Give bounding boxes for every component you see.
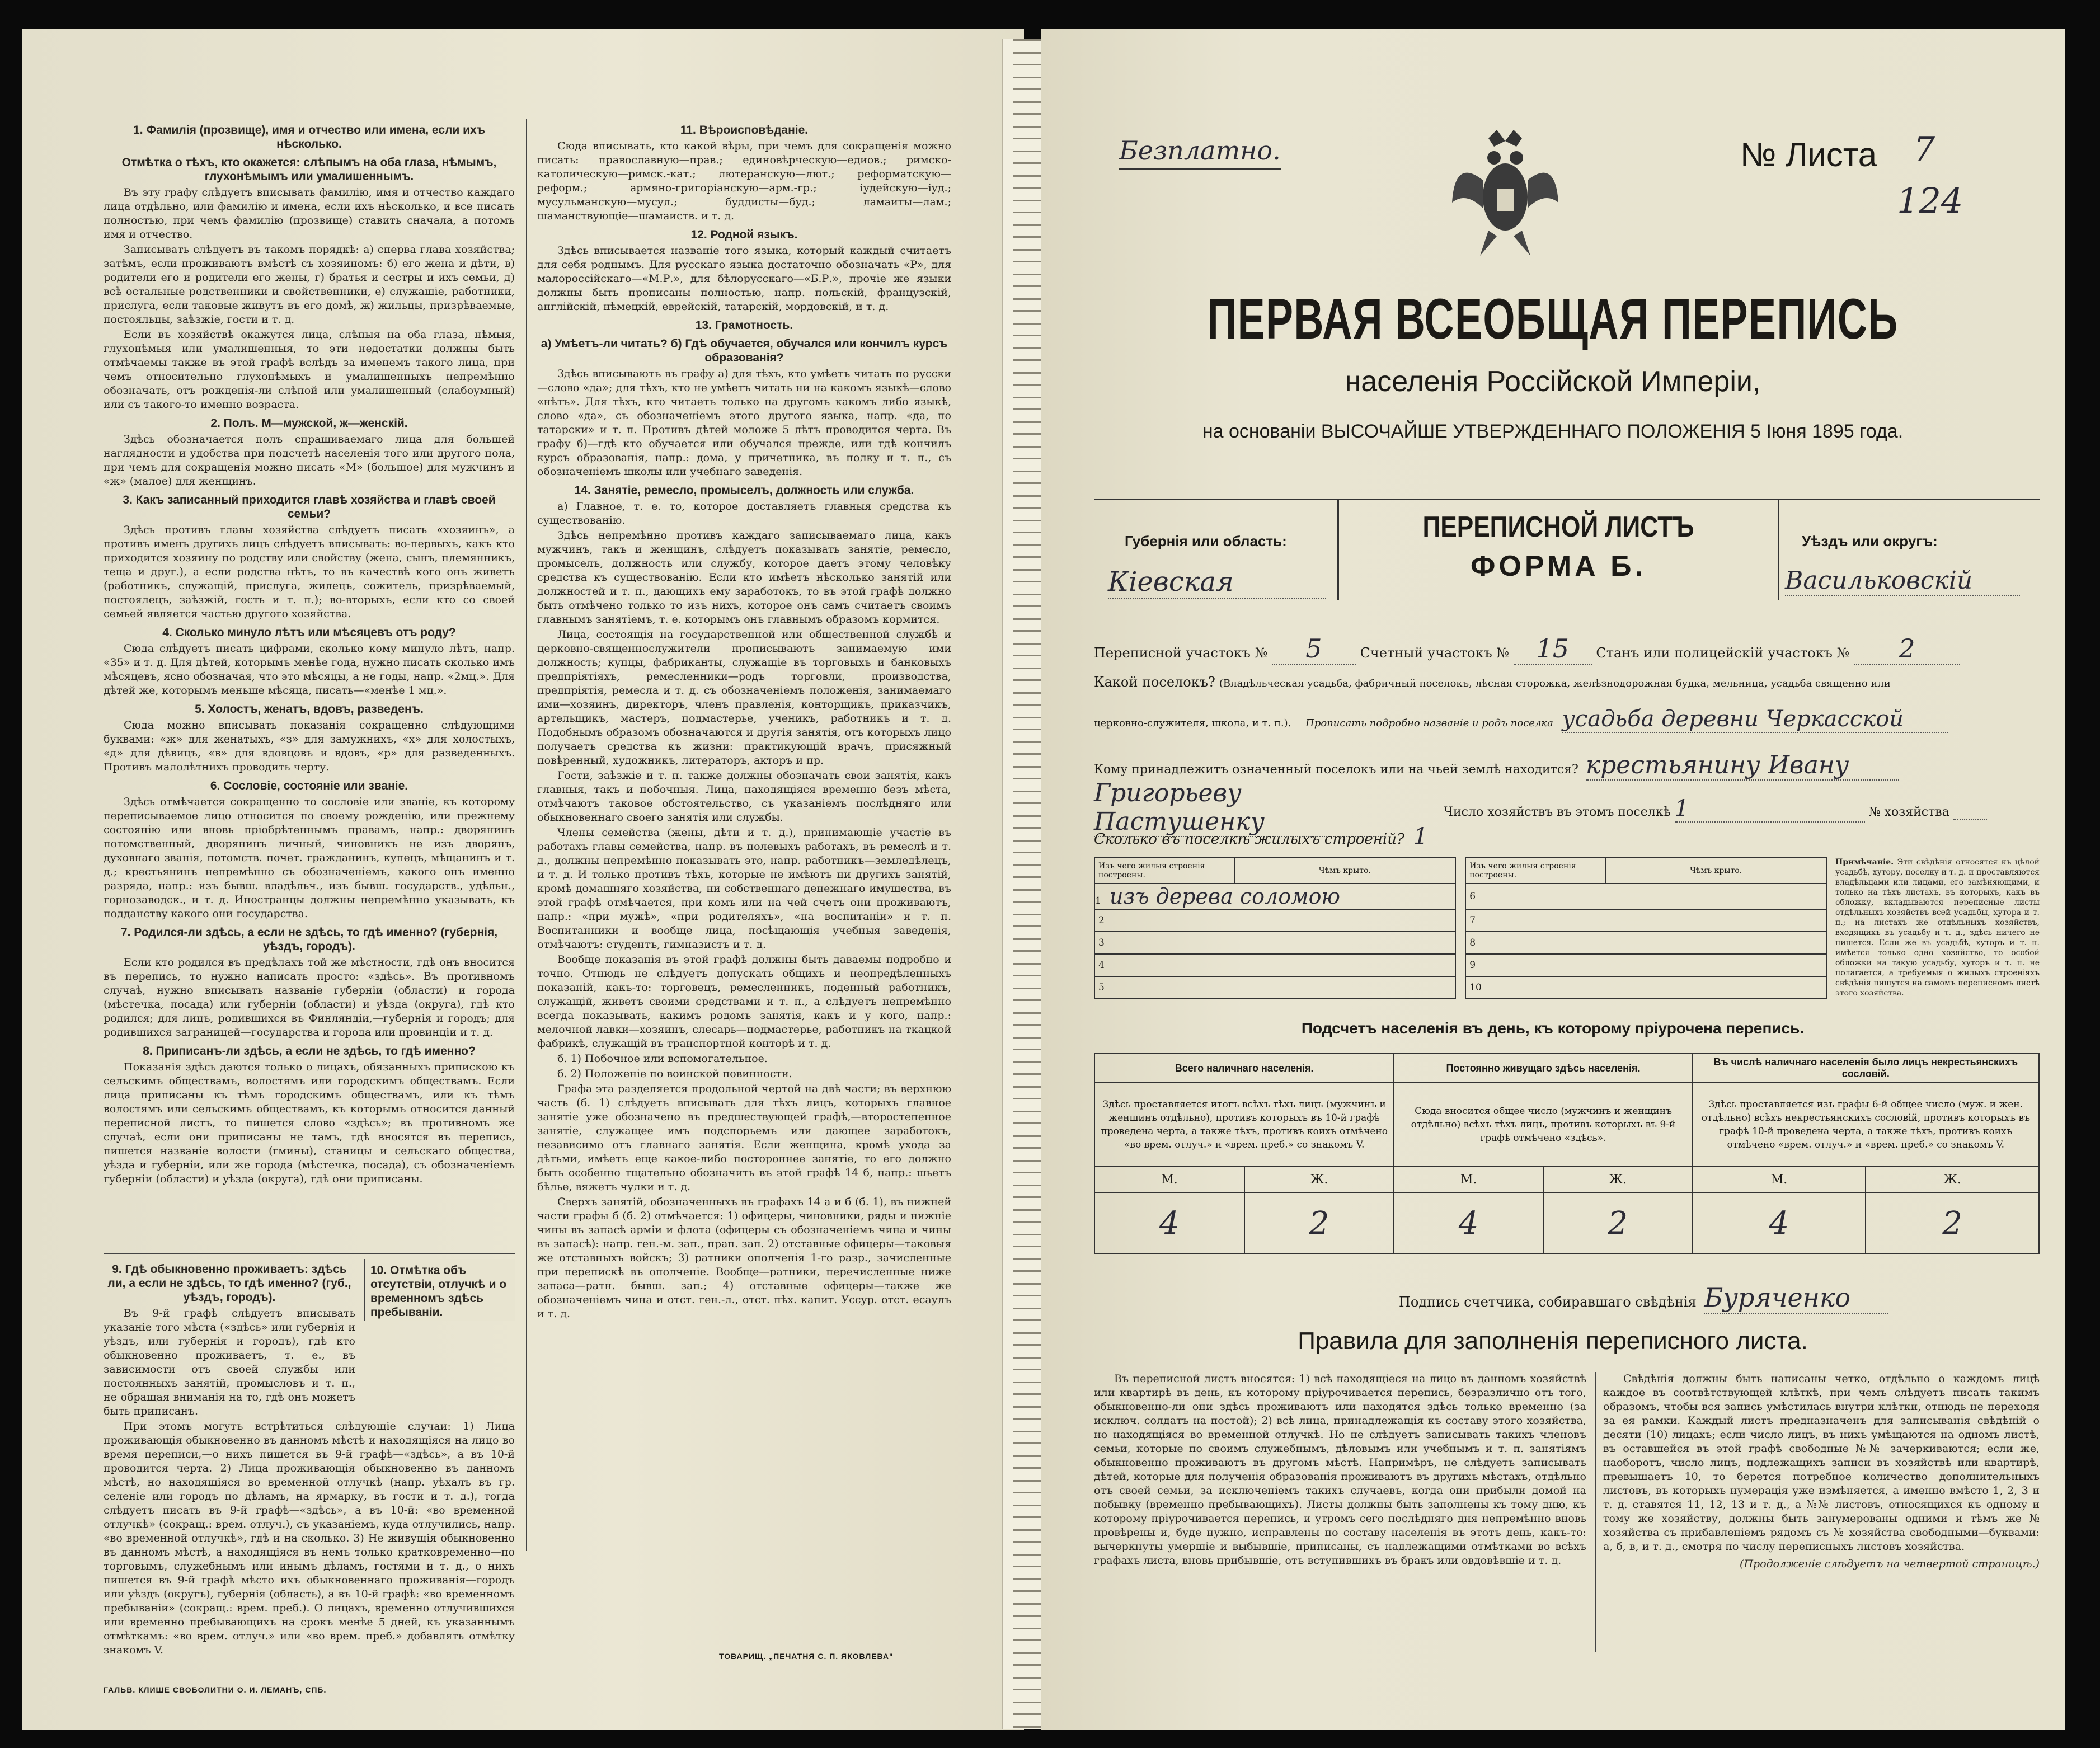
rules-right-paragraph: Свѣдѣнія должны быть написаны четко, отдѣльно о каждомъ лицѣ каждое въ соотвѣтствующей клѣткѣ, при чемъ слѣдуетъ писать такимъ образомъ, чтобы вся запись умѣстилась внутри клѣтки, отнюдь не переходя за ея рамки. Каждый листъ предназначенъ для записыванія свѣдѣній о десяти (10) лицахъ; если число лицъ, въ нихъ умѣщаются на одномъ листѣ, въ оставшейся въ этой графѣ свободные №№ зачеркиваются; если же, наоборотъ, число лицъ, подлежащихъ записи въ хозяйствѣ или квартирѣ, превышаетъ 10, то берется потребное количество дополнительныхъ листовъ, въ которыхъ нумерація уже измѣняется, а именно вмѣсто 1, 2, 3 и т. д. ставятся 11, 12, 13 и т. д., а №№ листовъ, относящихся къ одному и тому же хозяйству, должны быть занумерованы одними и тѣмъ же № хозяйства съ прибавленіемъ рядомъ съ № хозяйства свободными—буквами: а, б, в, и т. д., смотря по числу переписныхъ листовъ хозяйства. bbox=[1603, 1373, 2040, 1553]
section-heading: 5. Холостъ, женатъ, вдовъ, разведенъ. bbox=[195, 703, 424, 716]
section-heading: 13. Грамотность. bbox=[695, 319, 793, 332]
pt-text-total: Здѣсь проставляется итогъ всѣхъ тѣхъ лицъ (мужчинъ и женщинъ отдѣльно), противъ которыхъ въ 10-й графѣ проведена черта, а также тѣхъ, противъ коихъ отмѣчено «во врем. отлуч.» и «врем. преб.» со знакомъ V. bbox=[1094, 1083, 1394, 1167]
owner-value-1: крестьянину Ивану bbox=[1586, 751, 1899, 781]
section-heading: 7. Родился-ли здѣсь, а если не здѣсь, то гдѣ именно? (губернія, уѣздъ, городъ). bbox=[120, 926, 498, 953]
instruction-paragraph: При этомъ могутъ встрѣтиться слѣдующіе случаи: 1) Лица проживающія обыкновенно въ данномъ мѣстѣ и находящіяся на лицо во время переписи,—о нихъ пишется въ 9-й графѣ—«здѣсь», а въ 10-й проводится черта. 2) Лица проживающія обыкновенно въ данномъ мѣстѣ, но находящіяся во временной отлучкѣ (напр. уѣхалъ въ гр. селеніе или городъ по дѣламъ, на ярмарку, въ гости и т. д.), тогда слѣдуетъ писать въ 9-й графѣ—«здѣсь», а въ 10-й: «во временной отлучкѣ» (сокращ.: врем. отлуч.), съ указаніемъ, куда отлучились, напр. «во временной отлучкѣ», гдѣ и на сколько. 3) Не живущія обыкновенно въ данномъ мѣстѣ, а находящіяся въ немъ только кратковременно—по торговымъ, служебнымъ или инымъ дѣламъ, гостями и т. д., о нихъ пишется въ 9-й графѣ мѣсто ихъ обыкновеннаго проживанія—городъ или уѣздъ (округъ), губернія (область), а въ 10-й графѣ: «во временномъ пребываніи» (сокращ.: врем. преб.). О лицахъ, временно отлучившихся или временно пребывающихъ на срокъ менѣе 5 дней, къ указаннымъ отмѣткамъ: «во врем. отлуч.» или «во врем. преб.» добавлять отмѣтку знакомъ V. bbox=[104, 1420, 515, 1656]
households-row bbox=[1444, 796, 2042, 823]
district-label: Уѣздъ или округъ: bbox=[1802, 533, 1938, 549]
printer-credit-left: ГАЛЬВ. КЛИШЕ СВОБОЛИТНИ О. И. ЛЕМАНЪ, СПБ. bbox=[104, 1685, 327, 1694]
rules-divider bbox=[1595, 1372, 1596, 1652]
bt-row-num: 1 bbox=[1095, 895, 1101, 906]
section-divider bbox=[104, 1253, 515, 1254]
bt-row-num: 6 bbox=[1465, 884, 1826, 909]
count-section-label: Счетный участокъ № bbox=[1360, 645, 1510, 661]
list-number-label: № Листа bbox=[1740, 136, 1877, 173]
pt-female-label: Ж. bbox=[1244, 1167, 1394, 1192]
instruction-paragraph: Здѣсь вписываютъ въ графу а) для тѣхъ, кто умѣетъ читать по русски—слово «да»; для тѣхъ, кто не умѣетъ читать ни на какомъ языкѣ—слово «нѣтъ». Для тѣхъ, кто читаетъ только на другомъ какомъ либо языкѣ, слово «да», съ обозначеніемъ этого другого языка, напр. «да, по татарски» и т. п. Противъ дѣтей моложе 5 лѣтъ проводится черта. Въ графу б)—гдѣ кто обучается или обучался прежде, или гдѣ кончилъ курсъ образованія, напр.: дома, у причетника, въ полку и т. п., съ обозначеніемъ школы или учебнаго заведенія. bbox=[537, 368, 951, 478]
bt-row-num: 3 bbox=[1094, 932, 1455, 954]
right-page bbox=[1041, 29, 2065, 1730]
instruction-paragraph: Здѣсь непремѣнно противъ каждаго записываемаго лица, какъ мужчинъ, такъ и женщинъ, слѣдуетъ показывать занятіе, ремесло, промыселъ, должность или службу, которое даетъ этому человѣку средства къ существованію. Если кто имѣетъ нѣсколько занятій или должностей и т. п., дающихъ ему заработокъ, то въ этой графѣ должно быть отмѣчено только то изъ нихъ, которое онъ самъ считаетъ своимъ главнымъ занятіемъ, т. е. которымъ онъ главнымъ образомъ кормится. bbox=[537, 529, 951, 626]
police-section-value: 2 bbox=[1854, 633, 1960, 665]
instruction-paragraph: Показанія здѣсь даются только о лицахъ, обязанныхъ припискою къ сельскимъ обществамъ, волостямъ или городскимъ обществамъ. Если лица приписаны къ тѣмъ городскимъ обществамъ, или къ тѣмъ волостямъ или сельскимъ обществамъ, къ которымъ относится данный переписной листъ, то пишется слово «здѣсь»; въ противномъ же случаѣ, если они приписаны не тамъ, гдѣ вносятся въ перепись, пишется названіе волости (гмины), станицы и сельскаго общества, уѣзда и губерніи, или же города (мѣстечка, посада), съ обозначеніемъ губерніи (области) и уѣзда (округа), гдѣ они приписаны. bbox=[104, 1061, 515, 1185]
pt-text-nonpeasant: Здѣсь проставляется изъ графы 6-й общее число (муж. и жен. отдѣльно) всѣхъ некрестьянскихъ сословій, противъ которыхъ въ графѣ 10-й проведена черта, а также тѣхъ, противъ коихъ отмѣчено «врем. отлуч.» и «врем. преб.» со знакомъ V. bbox=[1693, 1083, 2039, 1167]
instruction-paragraph: Въ эту графу слѣдуетъ вписывать фамилію, имя и отчество каждаго лица отдѣльно, или фамилію и имена, если ихъ нѣсколько, и все писать полностью, при чемъ фамилію (прозвище) ставить сначала, а потомъ имя и отчество. bbox=[104, 186, 515, 241]
instruction-paragraph: Сюда вписывать, кто какой вѣры, при чемъ для сокращенія можно писать: православную—прав.; единовѣрческую—едиов.; римско-католическую—римск.-кат.; лютеранскую—лют.; реформатскую—реформ.; армяно-григоріанскую—арм.-гр.; іудейскую—іуд.; мусульманскую—мусул.; буддисты—буд.; ламаиты—лам.; шаманствующіе—шамаиств. и т. д. bbox=[537, 140, 951, 222]
instruction-paragraph: Здѣсь обозначается полъ спрашиваемаго лица для большей наглядности и удобства при подсчетѣ населенія того или другого пола, при чемъ для сокращенія можно писать «М» (большое) для мужчинъ и «ж» (малое) для женщинъ. bbox=[104, 433, 515, 487]
province-label: Губернія или область: bbox=[1125, 533, 1287, 549]
section-heading: 4. Сколько минуло лѣтъ или мѣсяцевъ отъ роду? bbox=[162, 626, 456, 639]
buildings-value: 1 bbox=[1413, 824, 1428, 849]
pt-header-nonpeasant: Въ числѣ наличнаго населенія было лицъ некрестьянскихъ сословій. bbox=[1693, 1054, 2039, 1083]
pt-male-label: М. bbox=[1094, 1167, 1244, 1192]
district-value: Васильковскій bbox=[1785, 566, 2020, 596]
buildings-note bbox=[1835, 857, 2040, 998]
instruction-paragraph: Въ 9-й графѣ слѣдуетъ вписывать указаніе того мѣста («здѣсь» или губернія и уѣздъ, или губернія и городъ), гдѣ кто обыкновенно проживаетъ, т. е., въ зависимости отъ своей службы или постоянныхъ занятій, промысловъ и т. п., не обращая вниманія на то, гдѣ онъ можетъ быть приписанъ. bbox=[104, 1307, 355, 1417]
settlement-hint: (Владѣльческая усадьба, фабричный поселокъ, лѣсная сторожка, желѣзнодорожная будка, мельница, усадьба священно или bbox=[1219, 678, 1891, 689]
buildings-question: Сколько въ поселкѣ жилыхъ строеній? bbox=[1094, 831, 1404, 848]
instruction-paragraph: Графа эта разделяется продольной чертой на двѣ части; въ верхнюю часть (б. 1) слѣдуетъ вписывать для тѣхъ лицъ, которыхъ главное занятіе уже обозначено въ предшествующей графѣ,—второстепенное занятіе, служащее имъ подспорьемъ или дающее заработокъ, независимо отъ главнаго занятія. Если женщина, кромѣ ухода за дѣтьми, имѣетъ еще какое-либо постороннее занятіе, то его должно быть особенно тщательно обозначить въ этой графѣ 14 б, напр.: шьетъ бѣлье, вяжетъ чулки и т. д. bbox=[537, 1083, 951, 1193]
settlement-hint-3: Прописать подробно названіе и родъ поселка bbox=[1305, 717, 1553, 729]
list-number-value: 7 bbox=[1914, 130, 1935, 169]
census-title: ПЕРВАЯ ВСЕОБЩАЯ ПЕРЕПИСЬ bbox=[1207, 287, 1899, 351]
section-heading: 1. Фамилія (прозвище), имя и отчество или имена, если ихъ нѣсколько. bbox=[133, 124, 485, 151]
owner-row bbox=[1094, 751, 2040, 781]
form-title-box bbox=[1337, 499, 1779, 600]
instruction-paragraph: Гости, заѣзжіе и т. п. также должны обозначать свои занятія, какъ главныя, такъ и побочныя. Лица, находящіяся временно безъ мѣста, отмѣчаютъ таковое обстоятельство, съ указаніемъ послѣдняго или обыкновеннаго своего занятія или службы. bbox=[537, 769, 951, 824]
note-heading: Примѣчаніе. bbox=[1835, 858, 1894, 867]
rules-continuation: (Продолженіе слѣдуетъ на четвертой страницѣ.) bbox=[1740, 1558, 2040, 1570]
pt-total-male: 4 bbox=[1094, 1192, 1244, 1254]
section-heading: Отмѣтка о тѣхъ, кто окажется: слѣпымъ на оба глаза, нѣмымъ, глухонѣмымъ или умалишеннымъ. bbox=[121, 156, 497, 183]
pt-resident-female: 2 bbox=[1543, 1192, 1693, 1254]
census-section-label: Переписной участокъ № bbox=[1094, 645, 1268, 661]
census-section-row bbox=[1094, 633, 2040, 665]
handwritten-page-number: 124 bbox=[1897, 180, 1963, 221]
signature-row bbox=[1399, 1282, 1888, 1314]
instruction-paragraph: Лица, состоящія на государственной или общественной службѣ и церковно-священнослужители прописываютъ занимаемую ими должность; купцы, фабриканты, служащіе въ торговыхъ и банковыхъ предпріятіяхъ, ремесленники—родъ торговли, производства, предпріятія, ремесла и т. д. съ обозначеніемъ положенія, занимаемаго ими—хозяинъ, директоръ, членъ правленія, конторщикъ, приказчикъ, артельщикъ, мастеръ, подмастерье, ученикъ, работникъ и т. д. Подобнымъ образомъ обозначаются и другія занятія, отъ которыхъ лицо получаетъ средства къ жизни: практикующій врачъ, присяжный повѣренный, художникъ, литераторъ, акторъ и пр. bbox=[537, 628, 951, 767]
section-heading: 14. Занятіе, ремесло, промыселъ, должность или служба. bbox=[574, 484, 914, 497]
signature-label: Подпись счетчика, собиравшаго свѣдѣнія bbox=[1399, 1294, 1697, 1310]
owner-question: Кому принадлежитъ означенный поселокъ или на чьей землѣ находится? bbox=[1094, 763, 1578, 777]
bt-header-material-r: Изъ чего жилыя строенія построены. bbox=[1465, 858, 1605, 884]
signature-value: Буряченко bbox=[1704, 1282, 1888, 1314]
settlement-row bbox=[1094, 673, 2040, 693]
instruction-paragraph: Здѣсь вписывается названіе того языка, который каждый считаетъ для себя роднымъ. Для русскаго языка достаточно обозначать «Р», для малороссійскаго—«М.Р.», для бѣлорусскаго—«Б.Р.», прочіе же языки должны быть прописаны полностью, напр. польскій, французскій, англійскій, нѣмецкій, еврейскій, татарскій, мордовскій, и т. д. bbox=[537, 245, 951, 313]
instructions-column-1 bbox=[104, 119, 515, 1187]
instruction-paragraph: Сюда слѣдуетъ писать цифрами, сколько кому минуло лѣтъ, напр. «35» и т. д. Для дѣтей, которымъ менѣе года, нужно писать сколько имъ мѣсяцевъ, ясно обозначая, что это мѣсяцы, а не годы, напр. «2мц.». Для дѣтей же, которымъ меньше мѣсяца, писать—«менѣе 1 мц.». bbox=[104, 642, 515, 697]
buildings-table bbox=[1094, 857, 1827, 999]
bt-header-roof-r: Чѣмъ крыто. bbox=[1605, 858, 1826, 884]
bt-row-num: 8 bbox=[1465, 932, 1826, 954]
rules-title: Правила для заполненія переписного листа. bbox=[1298, 1327, 1808, 1355]
pt-female-label: Ж. bbox=[1866, 1167, 2039, 1192]
pt-male-label: М. bbox=[1394, 1167, 1543, 1192]
left-page bbox=[22, 29, 1024, 1730]
note-text: Эти свѣдѣнія относятся къ цѣлой усадьбѣ, хутору, поселку и т. д. и проставляются владѣльцами или лицами, его замѣняющими, и только на тѣхъ листахъ, въ которыхъ, какъ въ обложку, вкладываются переписные листы отдѣльныхъ хозяйствъ всей усадьбы, хутора и т. п.; на листахъ же отдѣльныхъ хозяйствъ, входящихъ въ усадьбу и т. д., здѣсь ничего не пишется. Если же въ усадьбѣ, хуторъ и т. п. имѣется только одно хозяйство, то особой обложки на такую усадьбу, хуторъ и т. п. не полагается, а требуемыя о жилыхъ строеніяхъ свѣдѣнія пишутся на самомъ переписномъ листѣ этого хозяйства. bbox=[1835, 858, 2040, 998]
printer-credit-right: ТОВАРИЩ. „ПЕЧАТНЯ С. П. ЯКОВЛЕВА" bbox=[719, 1652, 894, 1661]
instruction-paragraph: б. 1) Побочное или вспомогательное. bbox=[557, 1052, 768, 1065]
owner-value-2: Григорьеву Пастушенку bbox=[1094, 779, 1385, 837]
section-heading: 8. Приписанъ-ли здѣсь, а если не здѣсь, то гдѣ именно? bbox=[143, 1045, 476, 1058]
household-number-blank bbox=[1953, 805, 1987, 820]
population-count-title: Подсчетъ населенія въ день, къ которому пріурочена перепись. bbox=[1301, 1019, 1805, 1037]
pt-header-total: Всего наличнаго населенія. bbox=[1094, 1054, 1394, 1083]
settlement-value: усадьба деревни Черкасской bbox=[1562, 706, 1948, 733]
rules-text-right bbox=[1603, 1372, 2040, 1571]
bt-row-num: 2 bbox=[1094, 909, 1455, 932]
bt-row-num: 9 bbox=[1465, 954, 1826, 976]
households-count-label: Число хозяйствъ въ этомъ поселкѣ bbox=[1444, 805, 1671, 819]
pt-resident-male: 4 bbox=[1394, 1192, 1543, 1254]
instruction-paragraph: Сверхъ занятій, обозначенныхъ въ графахъ 14 а и б (б. 1), въ нижней части графы б (б. 2) отмѣчается: 1) офицеры, чиновники, ряды и нижніе чины въ запасѣ арміи и флота (офицеры съ обозначеніемъ чина и чины въ запасѣ): напр. ген.-м. зап., прап. зап. 2) отставные офицеры—таковыя же отставныхъ войскъ; 3) ратники ополченія 1-го разр., зачисленные при перепискѣ въ ополченіе. Вообще—ратники, перечисленные ниже запаса—ратн. бывш. зап.; 4) отставные офицеры—также же обозначеніемъ чина и отст. ген.-л., отст. пѣх. капит. Уссур. отст. есаулъ и т. д. bbox=[537, 1196, 951, 1320]
settlement-question: Какой поселокъ? bbox=[1094, 674, 1215, 690]
bt-header-roof-l: Чѣмъ крыто. bbox=[1234, 858, 1455, 884]
column-divider bbox=[526, 119, 527, 1551]
free-label: Безплатно. bbox=[1119, 135, 1281, 170]
instruction-paragraph: Если кто родился въ предѣлахъ той же мѣстности, гдѣ онъ вносится въ перепись, то нужно написать просто: «здѣсь». Въ противномъ случаѣ, нужно вписывать названіе губерніи (области) и города (мѣстечка, посада) или губерніи (области) и уѣзда (округа), гдѣ кто родился; для лицъ, родившихся въ Финляндіи,—губернія и городъ; для родившихся заграницей—государства и города или провинціи и т. д. bbox=[104, 956, 515, 1039]
census-subtitle: населенія Россійской Имперіи, bbox=[1345, 365, 1761, 398]
form-title: ПЕРЕПИСНОЙ ЛИСТЪ bbox=[1422, 511, 1694, 543]
police-section-label: Станъ или полицейскій участокъ № bbox=[1596, 645, 1850, 661]
count-section-value: 15 bbox=[1514, 633, 1592, 665]
household-number-label: № хозяйства bbox=[1868, 805, 1949, 819]
form-subtitle: ФОРМА Б. bbox=[1471, 550, 1646, 582]
province-value: Кіевская bbox=[1108, 566, 1326, 599]
pt-nonpeasant-female: 2 bbox=[1866, 1192, 2039, 1254]
bt-row-num: 7 bbox=[1465, 909, 1826, 932]
pt-text-resident: Сюда вносится общее число (мужчинъ и женщинъ отдѣльно) всѣхъ тѣхъ лицъ, противъ которыхъ въ 9-й графѣ отмѣчено «здѣсь». bbox=[1394, 1083, 1692, 1167]
census-decree: на основаніи ВЫСОЧАЙШЕ УТВЕРЖДЕННАГО ПОЛОЖЕНІЯ 5 Іюня 1895 года. bbox=[1202, 421, 1904, 442]
pt-male-label: М. bbox=[1693, 1167, 1866, 1192]
section-10-heading: 10. Отмѣтка объ отсутствіи, отлучкѣ и о временномъ здѣсь пребываніи. bbox=[370, 1264, 507, 1319]
pt-female-label: Ж. bbox=[1543, 1167, 1693, 1192]
bt-header-material-l: Изъ чего жилыя строенія построены. bbox=[1094, 858, 1234, 884]
section-heading: 12. Родной языкъ. bbox=[690, 228, 798, 241]
instruction-paragraph: Записывать слѣдуетъ въ такомъ порядкѣ: а) сперва глава хозяйства; затѣмъ, если проживаютъ вмѣстѣ съ хозяиномъ: б) его жена и дѣти, в) родители его и родители его жены, г) братья и сестры и ихъ семьи, д) всѣ остальные родственники и свойственники, е) служащіе, работники, прислуга, если таковые живутъ въ его домѣ, ж) жильцы, призрѣваемые, постояльцы, заѣзжіе, гости и т. д. bbox=[104, 243, 515, 326]
section-heading: 2. Полъ. М—мужской, ж—женскій. bbox=[210, 417, 408, 430]
section-heading: 3. Какъ записанный приходится главѣ хозяйства и главѣ своей семьи? bbox=[123, 494, 496, 520]
population-table bbox=[1094, 1053, 2040, 1254]
bt-row-num: 10 bbox=[1465, 976, 1826, 999]
instruction-paragraph: Вообще показанія въ этой графѣ должны быть даваемы подробно и точно. Отнюдь не слѣдуетъ допускать общихъ и неопредѣленныхъ показаній, какъ-то: торговецъ, ремесленникъ, поденный работникъ, служащій, живетъ своими средствами и т. п., а слѣдуетъ непремѣнно всегда показывать, какимъ родомъ занятія, какъ и у кого, напр.: мелочной лавки—хозяинъ, слесарь—подмастерье, работникъ на ткацкой фабрикѣ, служащій въ транспортной конторѣ и т. д. bbox=[537, 953, 951, 1050]
pt-nonpeasant-male: 4 bbox=[1693, 1192, 1866, 1254]
settlement-hint-2: церковно-служителя, школа, и т. п.). bbox=[1094, 717, 1291, 729]
instruction-paragraph: а) Главное, т. е. то, которое доставляетъ главныя средства къ существованію. bbox=[537, 500, 951, 527]
instruction-paragraph: Если въ хозяйствѣ окажутся лица, слѣпыя на оба глаза, нѣмыя, глухонѣмыя или умалишенныя, то эти недостатки должны быть отмѣчаемы также въ этой графѣ вслѣдъ за именемъ такого лица, при чемъ относительно глухонѣмыхъ и умалишенныхъ непремѣнно обозначать, отъ рожденія-ли слѣпой или умалишенный (слабоумный) или съ такого-то именно возраста. bbox=[104, 328, 515, 411]
census-section-value: 5 bbox=[1272, 633, 1356, 665]
section-10-box bbox=[364, 1259, 515, 1321]
instruction-paragraph: б. 2) Положеніе по воинской повинности. bbox=[557, 1068, 792, 1080]
bt-row-num: 4 bbox=[1094, 954, 1455, 976]
pt-total-female: 2 bbox=[1244, 1192, 1394, 1254]
section-heading: 11. Вѣроисповѣданіе. bbox=[680, 124, 809, 137]
section-heading: а) Умѣетъ-ли читать? б) Гдѣ обучается, обучался или кончилъ курсъ образованія? bbox=[541, 337, 948, 364]
households-count-value: 1 bbox=[1675, 796, 1865, 823]
imperial-eagle-emblem bbox=[1449, 124, 1561, 259]
section-heading: 9. Гдѣ обыкновенно проживаетъ: здѣсь ли, а если не здѣсь, то гдѣ именно? (губ., уѣздъ, городъ). bbox=[107, 1263, 351, 1304]
pt-header-resident: Постоянно живущаго здѣсь населенія. bbox=[1394, 1054, 1692, 1083]
bt-row-num: 5 bbox=[1094, 976, 1455, 999]
rules-left-paragraph: Въ переписной листъ вносятся: 1) всѣ находящіеся на лицо въ данномъ хозяйствѣ или квартирѣ въ день, къ которому пріурочивается перепись, безразлично отъ того, обыкновенно-ли они здѣсь проживаютъ или находятся здѣсь только временно (за исключ. солдатъ на постой); 2) всѣ лица, принадлежащія къ составу этого хозяйства, но находящіяся во временной отлучкѣ. Но не слѣдуетъ записывать такихъ членовъ семьи, которые по своимъ служебнымъ, дѣловымъ или учебнымъ и т. п. занятіямъ обыкновенно проживаютъ въ другомъ мѣстѣ. Напримѣръ, не слѣдуетъ записывать дѣтей, которые для полученія образованія проживаютъ въ другихъ мѣстахъ, отдѣльно отъ своей семьи, за исключеніемъ такихъ случаевъ, когда они прибыли домой на побывку (временно пребывающихъ). Листы должны быть заполнены къ тому дню, къ которому пріурочивается перепись, и утромъ сего послѣдняго дня непремѣнно вновь провѣрены и, буде нужно, исправлены по составу населенія въ этотъ день, какъ-то: вычеркнуты умершіе и выбывшіе, приписаны, съ надлежащими отмѣтками во всѣхъ графахъ листа, вновь прибывшіе, отъ вступившихъ въ бракъ или овдовѣвшіе и т. д. bbox=[1094, 1373, 1586, 1567]
instruction-paragraph: Сюда можно вписывать показанія сокращенно слѣдующими буквами: «ж» для женатыхъ, «з» для замужнихъ, «х» для холостыхъ, «д» для дѣвицъ, «в» для вдовцовъ и вдовъ, «р» для разведенныхъ. Противъ малолѣтнихъ проводить черту. bbox=[104, 719, 515, 773]
buildings-row bbox=[1094, 824, 1428, 849]
bt-row-1-value: изъ дерева соломою bbox=[1110, 884, 1340, 909]
section-heading: 6. Сословіе, состояніе или званіе. bbox=[210, 779, 408, 792]
instruction-paragraph: Здѣсь противъ главы хозяйства слѣдуетъ писать «хозяинъ», а противъ именъ другихъ лицъ слѣдуетъ вписывать: во-первыхъ, какъ кто приходится хозяину по родству или свойству (жена, сынъ, племянникъ, теща и друг.), а если родства нѣтъ, то въ качествѣ кого онъ живетъ (работникъ, служащій, прислуга, жилецъ, сожитель, призрѣваемый, постоялецъ, заѣзжій, гость и т. п.); во-вторыхъ, если кто со своей семьей является частью другого хозяйства. bbox=[104, 524, 515, 620]
instructions-column-2 bbox=[537, 119, 951, 1322]
rules-text-left bbox=[1094, 1372, 1586, 1569]
instruction-paragraph: Члены семейства (жены, дѣти и т. д.), принимающіе участіе въ работахъ главы семейства, напр. въ полевыхъ работахъ, въ ремеслѣ и т. д., должны непремѣнно показывать это, напр. работникъ—земледѣлецъ, и т. д. И только противъ тѣхъ, которые не имѣютъ ни другихъ занятій, кромѣ домашняго хозяйства, ни собственнаго денежнаго имущества, въ этой графѣ отмѣчается, при комъ или на чей счетъ они проживаютъ, напр.: «при мужѣ», «при родителяхъ», «на воспитаніи» и т. п. Воспитанники и вообще лица, посѣщающія учебныя заведенія, отмѣчаютъ: студентъ, гимназистъ и т. д. bbox=[537, 826, 951, 951]
instruction-paragraph: Здѣсь отмѣчается сокращенно то сословіе или званіе, къ которому переписываемое лицо относится по своему рожденію, или прежнему состоянію или вновь пріобрѣтеннымъ правамъ, напр.: дворянинъ потомственный, дворянинъ личный, чиновникъ не изъ дворянъ, духовнаго званія, потомств. почет. гражданинъ, купецъ, мѣщанинъ и т. д.; крестьянинъ непремѣнно съ обозначеніемъ, какого онъ именно разряда, напр.: изъ бывш. владѣльч., изъ бывш. государств., удѣльн., горнозаводск., и т. д. Иностранцы должны непремѣнно указывать, къ подданству какого они государства. bbox=[104, 796, 515, 920]
settlement-row-2 bbox=[1094, 706, 2040, 733]
